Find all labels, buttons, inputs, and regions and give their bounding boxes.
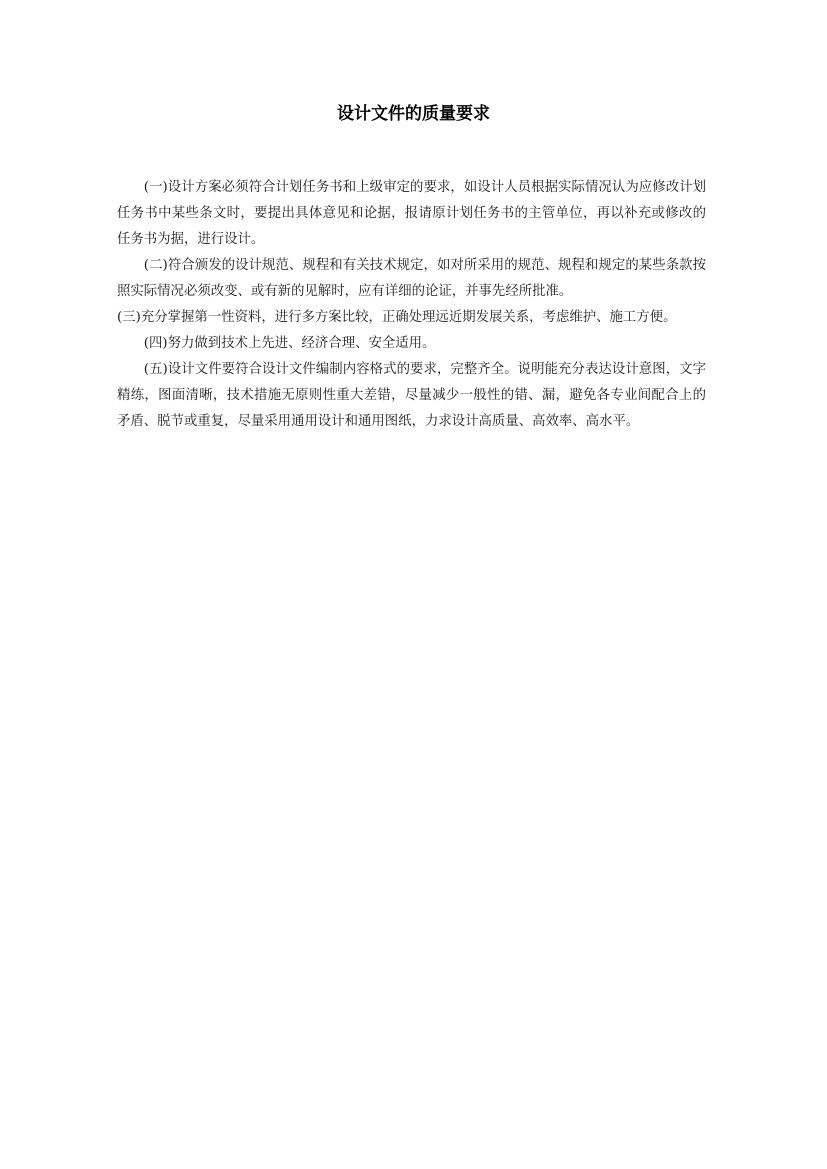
paragraph-1: (一)设计方案必须符合计划任务书和上级审定的要求，如设计人员根据实际情况认为应修改计划任务书中某些条文时，要提出具体意见和论据，报请原计划任务书的主管单位，再以补充或修改的任务书为据，进行设计。 [117,180,706,247]
paragraph-3: (三)充分掌握第一性资料，进行多方案比较，正确处理远近期发展关系，考虑维护、施工方便。 [117,310,677,325]
paragraph-2: (二)符合颁发的设计规范、规程和有关技术规定，如对所采用的规范、规程和规定的某些条款按照实际情况必须改变、或有新的见解时，应有详细的论证，并事先经所批准。 [117,258,706,299]
paragraph-5: (五)设计文件要符合设计文件编制内容格式的要求，完整齐全。说明能充分表达设计意图，文字精练，图面清晰，技术措施无原则性重大差错，尽量减少一般性的错、漏，避免各专业间配合上的矛盾、脱节或重复，尽量采用通用设计和通用图纸，力求设计高质量、高效率、高水平。 [117,362,706,429]
document-title: 设计文件的质量要求 [337,104,490,124]
paragraph-4: (四)努力做到技术上先进、经济合理、安全适用。 [143,336,436,351]
document-body [117,175,706,435]
